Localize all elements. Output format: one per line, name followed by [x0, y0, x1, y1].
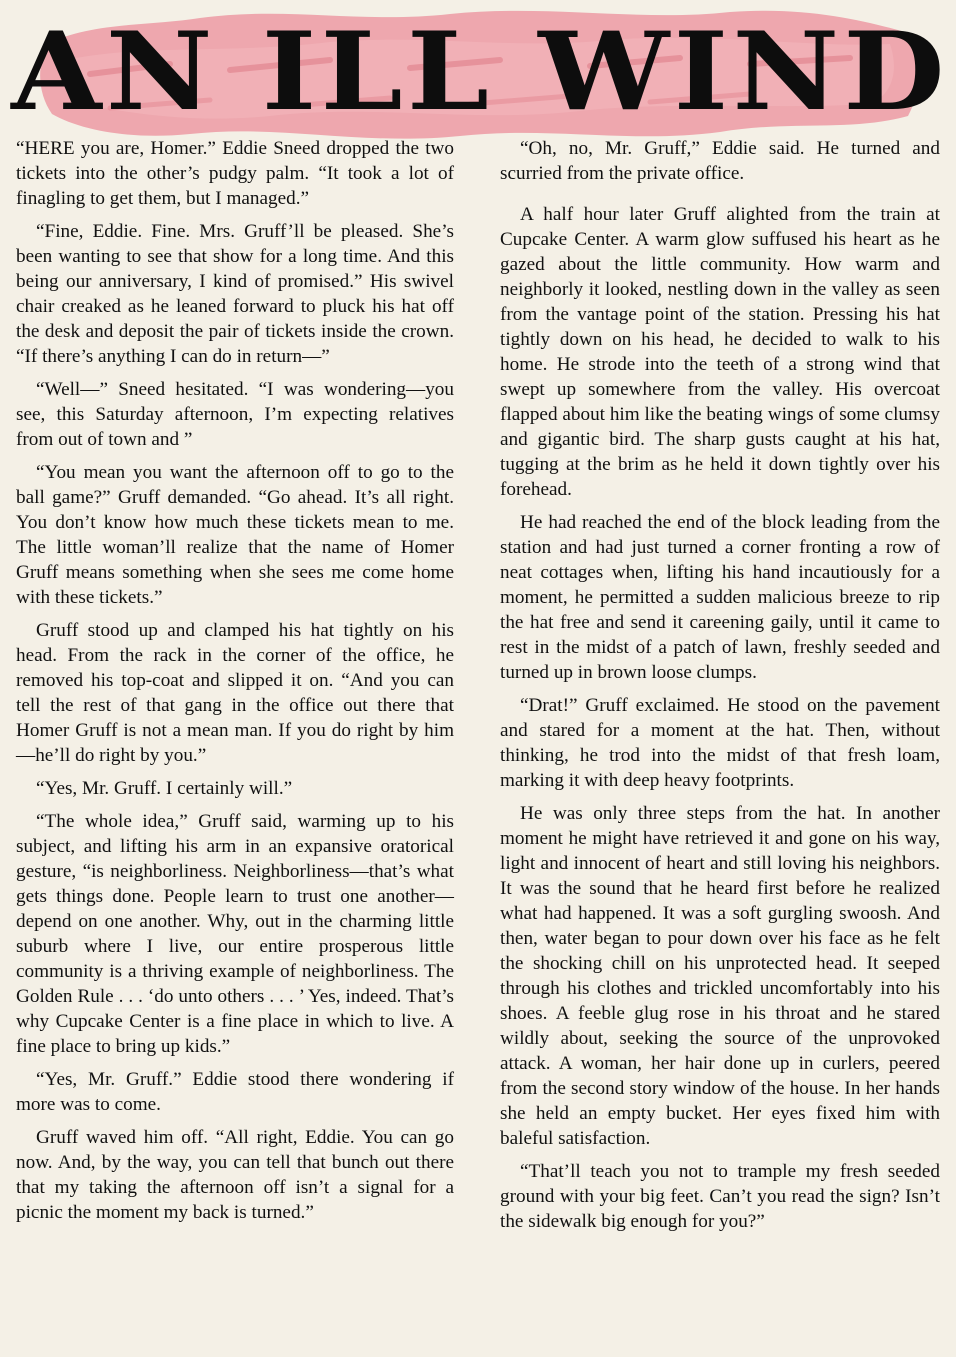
paragraph: “That’ll teach you not to trample my fresh seeded ground with your big feet. Can’t you read the sign? Isn’t the sidewalk big enough for you?” — [500, 1161, 940, 1232]
paragraph: Gruff waved him off. “All right, Eddie. You can go now. And, by the way, you can tell that bunch out there that my taking the afternoon off isn’t a signal for a picnic the moment my back is turned.” — [16, 1127, 454, 1223]
paragraph: “Yes, Mr. Gruff.” Eddie stood there wondering if more was to come. — [16, 1069, 454, 1115]
paragraph: “You mean you want the afternoon off to go to the ball game?” Gruff demanded. “Go ahead. It’s all right. You don’t know how much these tickets mean to me. The little woman’ll realize that the name of Homer Gruff means something when she sees me come home with these tickets.” — [16, 462, 454, 608]
right-column — [500, 136, 940, 1242]
paragraph: “HERE you are, Homer.” Eddie Sneed dropped the two tickets into the other’s pudgy palm. “It took a lot of finagling to get them, but I managed.” — [16, 138, 454, 209]
title-banner — [11, 4, 949, 144]
paragraph: “Fine, Eddie. Fine. Mrs. Gruff’ll be pleased. She’s been wanting to see that show for a long time. And this being our anniversary, I kind of promised.” His swivel chair creaked as he leaned forward to pluck his hat off the desk and deposit the pair of tickets inside the crown. “If there’s anything I can do in return—” — [16, 221, 454, 367]
paragraph: A half hour later Gruff alighted from the train at Cupcake Center. A warm glow suffused his heart as he gazed about the little community. How warm and neighborly it looked, nestling down in the valley as seen from the vantage point of the station. Pressing his hat tightly down on his head, he decided to walk to his home. He strode into the teeth of a strong wind that swept up somewhere from the valley. His overcoat flapped about him like the beating wings of some clumsy and gigantic bird. The sharp gusts caught at his hat, tugging at the brim as he held it down tightly over his forehead. — [500, 204, 940, 500]
paragraph: “Drat!” Gruff exclaimed. He stood on the pavement and stared for a moment at the hat. Then, without thinking, he trod into the midst of that fresh loam, marking it with deep heavy footprints. — [500, 695, 940, 791]
paragraph: He was only three steps from the hat. In another moment he might have retrieved it and gone on his way, light and innocent of heart and still loving his neighbors. It was the sound that he heard first before he realized what had happened. It was a soft gurgling swoosh. And then, water began to pour down over his face as he felt the shocking chill on his unprotected head. It seeped through his clothes and trickled uncomfortably into his shoes. A feeble glug rose in his throat and he stared wildly about, seeking the source of the unprovoked attack. A woman, her hair done up in curlers, peered from the second story window of the house. In her hands she held an empty bucket. Her eyes fixed him with baleful satisfaction. — [500, 803, 940, 1149]
paragraph: “Oh, no, Mr. Gruff,” Eddie said. He turned and scurried from the private office. — [500, 138, 940, 184]
paragraph: Gruff stood up and clamped his hat tightly on his head. From the rack in the corner of the office, he removed his top-coat and slipped it on. “And you can tell the rest of that gang in the office out there that Homer Gruff is not a mean man. If you do right by him—he’ll do right by you.” — [16, 620, 454, 766]
paragraph: He had reached the end of the block leading from the station and had just turned a corner fronting a row of neat cottages when, lifting his hand incautiously for a moment, he permitted a sudden malicious breeze to rip the hat free and send it careening gaily, until it came to rest in the midst of a patch of lawn, freshly seeded and turned up in brown loose clumps. — [500, 512, 940, 683]
story-title: AN ILL WIND — [11, 9, 949, 135]
paragraph: “Well—” Sneed hesitated. “I was wondering—you see, this Saturday afternoon, I’m expecting relatives from out of town and ” — [16, 379, 454, 450]
left-column — [16, 136, 454, 1233]
paragraph: “Yes, Mr. Gruff. I certainly will.” — [36, 778, 293, 799]
paragraph: “The whole idea,” Gruff said, warming up to his subject, and lifting his arm in an expansive oratorical gesture, “is neighborliness. Neighborliness—that’s what gets things done. People learn to trust one another—depend on one another. Why, out in the charming little suburb where I live, our entire prosperous little community is a thriving example of neighborliness. The Golden Rule . . . ‘do unto others . . . ’ Yes, indeed. That’s why Cupcake Center is a fine place in which to live. A fine place to bring up kids.” — [16, 811, 454, 1057]
